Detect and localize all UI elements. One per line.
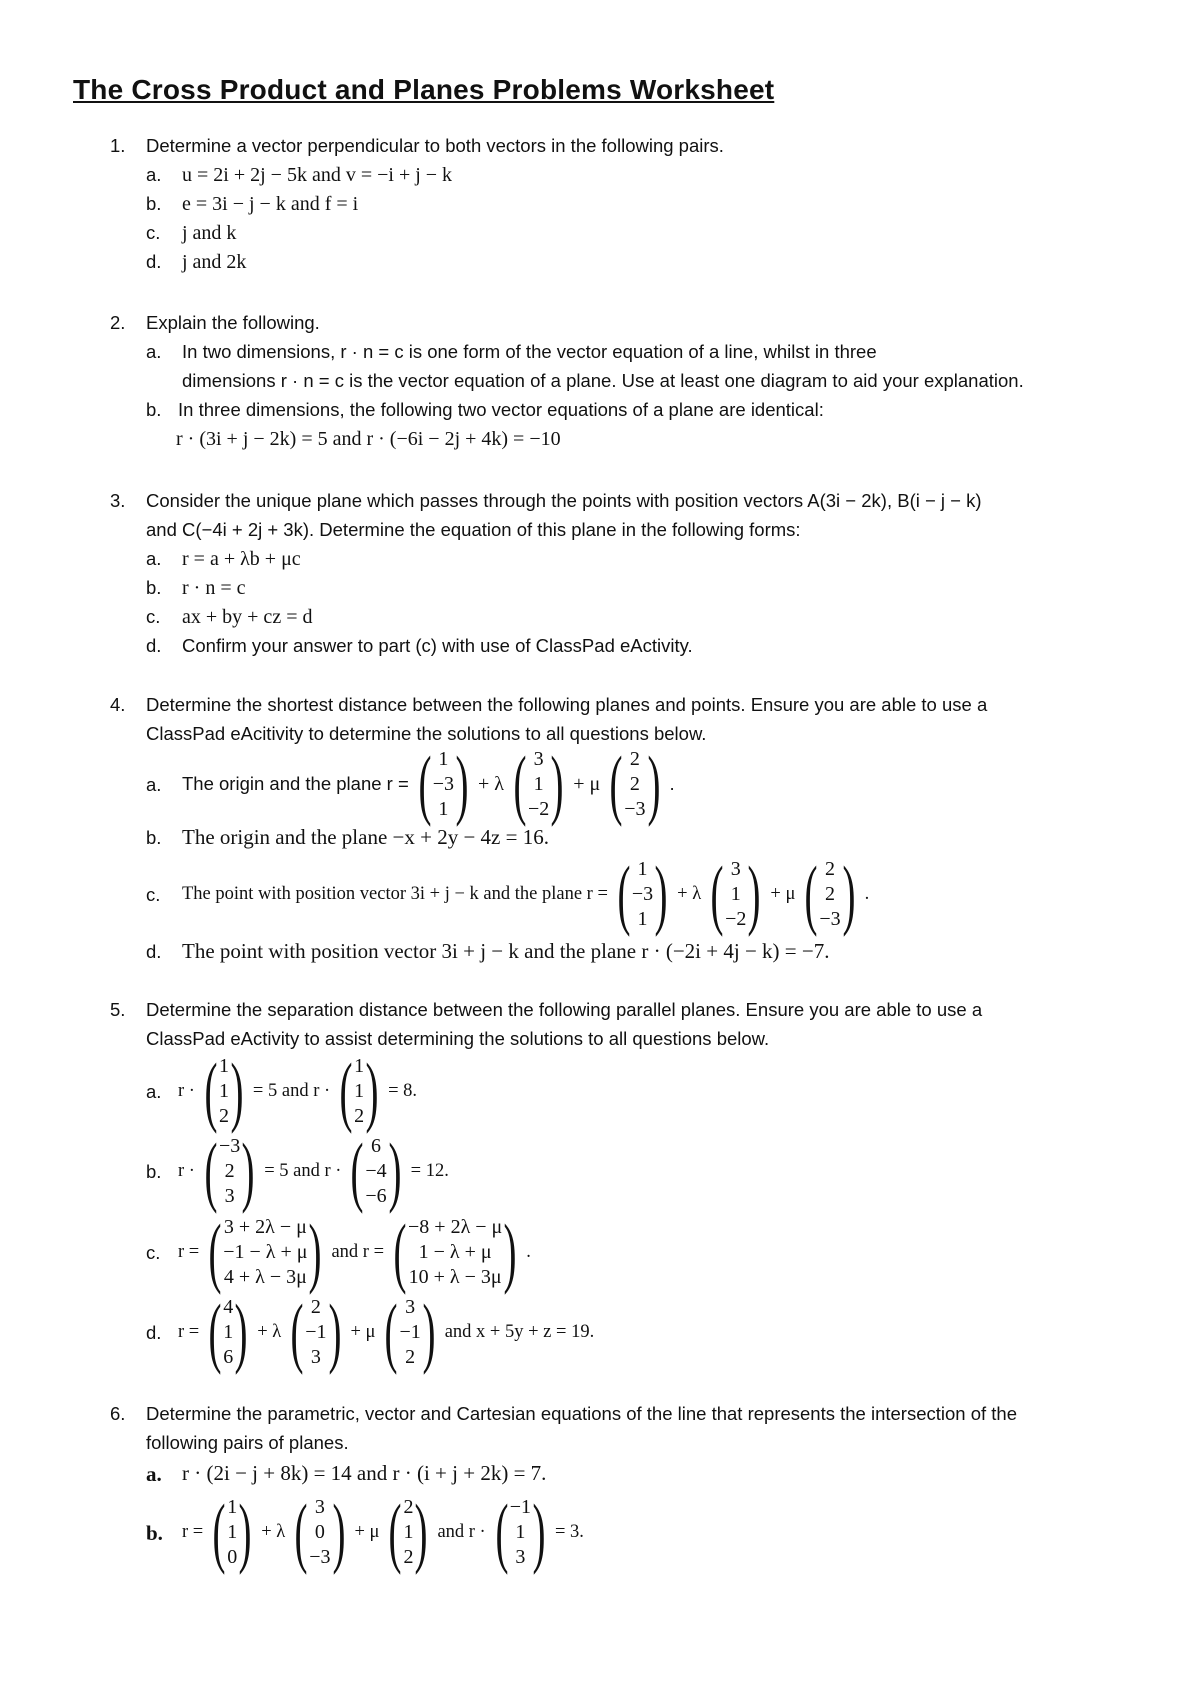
- q3b-label: b.: [146, 577, 162, 598]
- q5c-post: .: [526, 1241, 531, 1262]
- q6b-plus-mu: + μ: [354, 1521, 380, 1542]
- q6b-label: b.: [146, 1521, 163, 1545]
- q4c-vector-1: ( 1 −3 1 ): [617, 850, 668, 937]
- q5c-r: r =: [178, 1241, 200, 1262]
- q5d-post: and x + 5y + z = 19.: [444, 1321, 595, 1342]
- q5b-r: r ·: [178, 1160, 195, 1181]
- q2-number: 2.: [110, 312, 126, 333]
- q1b-text: e = 3i − j − k and f = i: [182, 193, 359, 215]
- q4a-plus-mu: + μ: [573, 772, 601, 795]
- q5b-vector-1: ( −3 2 3 ): [204, 1127, 255, 1214]
- q5d-vector-3: ( 3 −1 2 ): [384, 1288, 436, 1375]
- q4-line1: Determine the shortest distance between the following planes and points. Ensure you are able to use a: [146, 694, 988, 715]
- q4a-vector-2: ( 3 1 −2 ): [513, 740, 564, 827]
- q5c-vector-2: ( −8 + 2λ − μ 1 − λ + μ 10 + λ − 3μ ): [393, 1208, 517, 1295]
- q6b-plus-lambda: + λ: [261, 1521, 286, 1542]
- q4c-plus-lambda: + λ: [677, 883, 702, 904]
- q1-text: Determine a vector perpendicular to both vectors in the following pairs.: [146, 135, 724, 156]
- q5c-mid: and r =: [331, 1241, 385, 1262]
- q1b-label: b.: [146, 193, 162, 214]
- q4a-pre: The origin and the plane r =: [182, 773, 409, 794]
- q5c-expression: [178, 1208, 531, 1295]
- q3-line1: Consider the unique plane which passes through the points with position vectors A(3i − 2k), B(i − j − k): [146, 490, 982, 511]
- q1c-text: j and k: [182, 222, 237, 244]
- q3a-text: r = a + λb + μc: [182, 548, 301, 570]
- q3c-text: ax + by + cz = d: [182, 606, 313, 628]
- q1a-text: u = 2i + 2j − 5k and v = −i + j − k: [182, 164, 453, 186]
- q4-number: 4.: [110, 694, 126, 715]
- q6-line2: following pairs of planes.: [146, 1432, 349, 1453]
- q5d-expression: [178, 1288, 595, 1375]
- q4d-text: The point with position vector 3i + j − k and the plane r · (−2i + 4j − k) = −7.: [182, 939, 830, 963]
- q2a-label: a.: [146, 341, 162, 362]
- q4b-label: b.: [146, 827, 162, 848]
- q5d-r: r =: [178, 1321, 200, 1342]
- q4d-label: d.: [146, 941, 162, 962]
- q3d-label: d.: [146, 635, 162, 656]
- q4a-plus-lambda: + λ: [478, 772, 505, 795]
- q5a-expression: [178, 1047, 418, 1134]
- q5-line2: ClassPad eActivity to assist determining the solutions to all questions below.: [146, 1028, 770, 1049]
- q4a-label: a.: [146, 774, 162, 795]
- q5b-post: = 12.: [410, 1160, 449, 1181]
- q3a-label: a.: [146, 548, 162, 569]
- q3-line2: and C(−4i + 2j + 3k). Determine the equation of this plane in the following forms:: [146, 519, 801, 540]
- q5b-vector-2: ( 6 −4 −6 ): [350, 1127, 402, 1214]
- q5d-vector-1: ( 4 1 6 ): [208, 1288, 248, 1375]
- q1d-label: d.: [146, 251, 162, 272]
- q6b-vector-3: ( 2 1 2 ): [388, 1488, 428, 1575]
- q5d-plus-mu: + μ: [350, 1321, 376, 1342]
- q2b-label: b.: [146, 399, 162, 420]
- q6a-label: a.: [146, 1462, 162, 1486]
- q6b-expression: [182, 1488, 584, 1575]
- q4c-expression: [182, 850, 870, 937]
- q5d-vector-2: ( 2 −1 3 ): [290, 1288, 341, 1375]
- q2b-line2: r · (3i + j − 2k) = 5 and r · (−6i − 2j + 4k) = −10: [176, 428, 561, 450]
- q4b-text: The origin and the plane −x + 2y − 4z = 16.: [182, 825, 549, 849]
- q6-line1: Determine the parametric, vector and Cartesian equations of the line that represents the intersection of the: [146, 1403, 1018, 1424]
- q5d-label: d.: [146, 1322, 162, 1343]
- q1-number: 1.: [110, 135, 126, 156]
- page-title: The Cross Product and Planes Problems Worksheet: [73, 74, 775, 105]
- q5a-post: = 8.: [388, 1080, 418, 1101]
- q5b-mid: = 5 and r ·: [264, 1160, 342, 1181]
- q6b-vector-1: ( 1 1 0 ): [212, 1488, 252, 1575]
- q5a-label: a.: [146, 1081, 162, 1102]
- q5-number: 5.: [110, 999, 126, 1020]
- q4c-vector-3: ( 2 2 −3 ): [804, 850, 856, 937]
- q4c-label: c.: [146, 884, 161, 905]
- q3d-text: Confirm your answer to part (c) with use of ClassPad eActivity.: [182, 635, 693, 656]
- q6b-post: = 3.: [554, 1521, 584, 1542]
- q1a-label: a.: [146, 164, 162, 185]
- q5a-r: r ·: [178, 1080, 195, 1101]
- q2a-line2: dimensions r · n = c is the vector equation of a plane. Use at least one diagram to aid your explanation.: [182, 370, 1024, 391]
- q3-number: 3.: [110, 490, 126, 511]
- q4a-vector-3: ( 2 2 −3 ): [609, 740, 661, 827]
- q5a-vector-2: ( 1 1 2 ): [339, 1047, 379, 1134]
- q2b-line1: In three dimensions, the following two vector equations of a plane are identical:: [178, 399, 824, 420]
- q5b-expression: [178, 1127, 449, 1214]
- q5d-plus-lambda: + λ: [257, 1321, 282, 1342]
- q6b-vector-4: ( −1 1 3 ): [495, 1488, 546, 1575]
- q4c-plus-mu: + μ: [770, 883, 796, 904]
- q2-text: Explain the following.: [146, 312, 320, 333]
- q1c-label: c.: [146, 222, 161, 243]
- q4-line2: ClassPad eAcitivity to determine the solutions to all questions below.: [146, 723, 707, 744]
- q4c-pre: The point with position vector 3i + j − k and the plane r =: [182, 883, 608, 904]
- q6b-r: r =: [182, 1521, 204, 1542]
- q6-number: 6.: [110, 1403, 126, 1424]
- q4a-post: .: [669, 773, 675, 794]
- q5a-vector-1: ( 1 1 2 ): [204, 1047, 244, 1134]
- q6b-mid: and r ·: [437, 1521, 486, 1542]
- q4a-expression: [182, 740, 675, 827]
- q6b-vector-2: ( 3 0 −3 ): [294, 1488, 345, 1575]
- q5c-vector-1: ( 3 + 2λ − μ −1 − λ + μ 4 + λ − 3μ ): [208, 1208, 322, 1295]
- q5c-label: c.: [146, 1242, 161, 1263]
- q4c-post: .: [864, 883, 870, 904]
- q5b-label: b.: [146, 1161, 162, 1182]
- q1d-text: j and 2k: [182, 251, 247, 273]
- q6a-text: r · (2i − j + 8k) = 14 and r · (i + j + 2k) = 7.: [182, 1461, 547, 1485]
- q5a-mid: = 5 and r ·: [252, 1080, 331, 1101]
- q4a-vector-1: ( 1 −3 1 ): [418, 740, 469, 827]
- q3c-label: c.: [146, 606, 161, 627]
- q3b-text: r · n = c: [182, 577, 246, 599]
- q4c-vector-2: ( 3 1 −2 ): [710, 850, 761, 937]
- q2a-line1: In two dimensions, r · n = c is one form of the vector equation of a line, whilst in three: [182, 341, 877, 362]
- q5-line1: Determine the separation distance between the following parallel planes. Ensure you are able to use a: [146, 999, 983, 1020]
